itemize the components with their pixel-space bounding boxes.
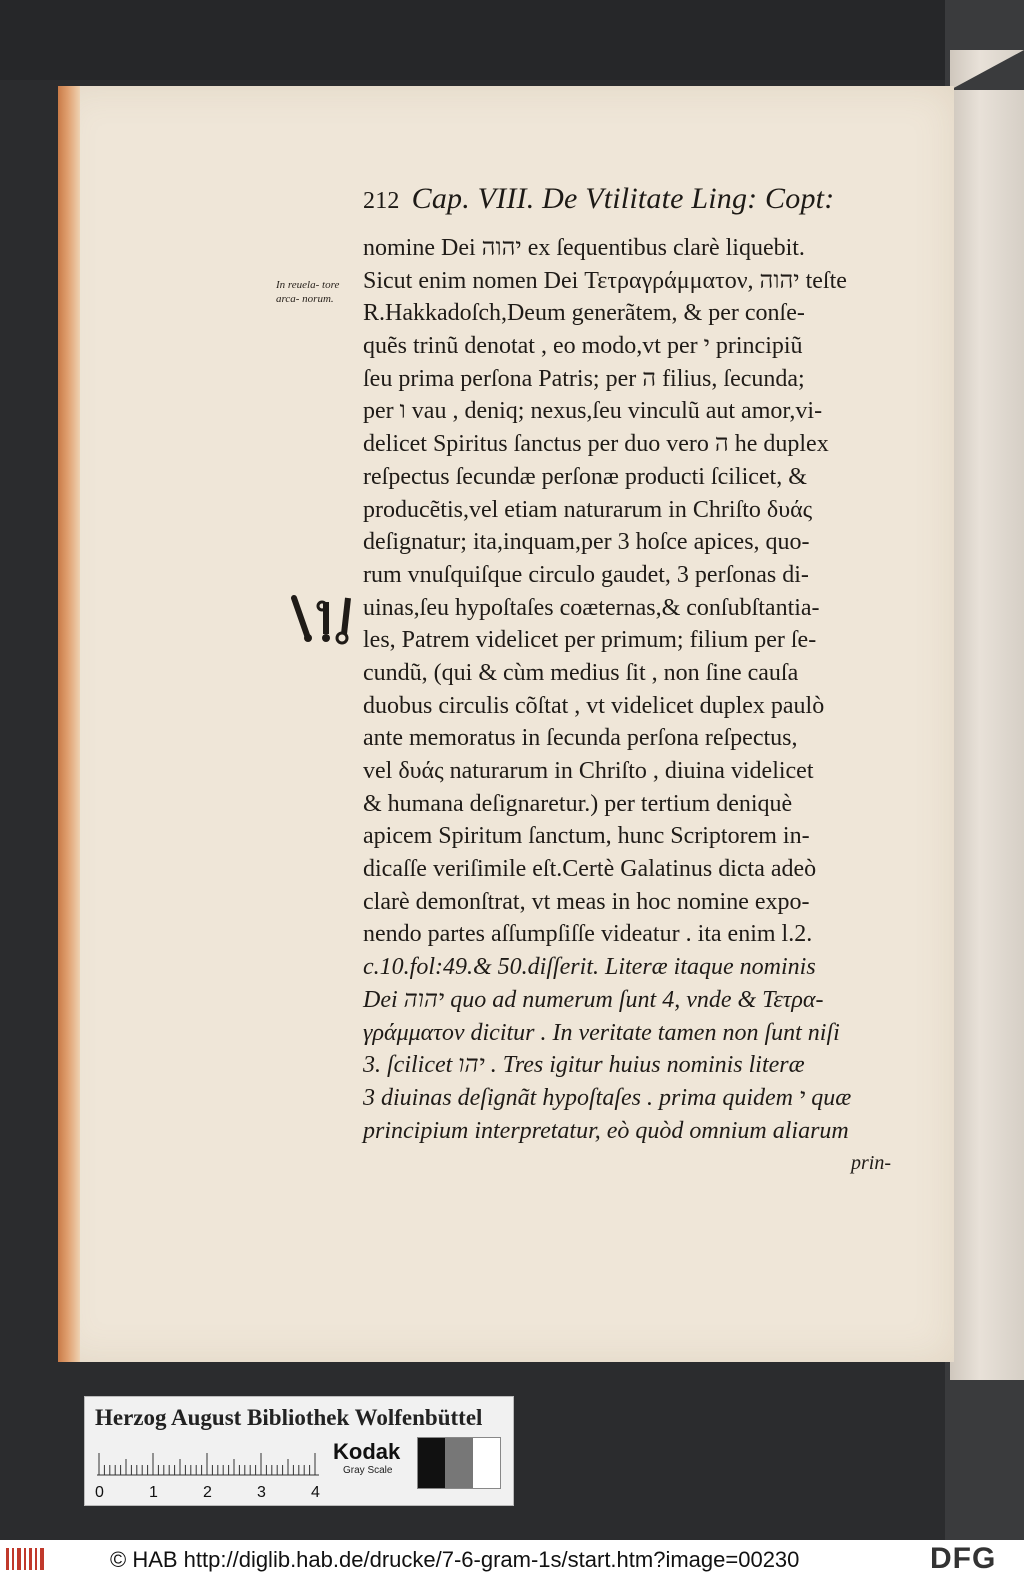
ruler-number: 0 [95,1484,104,1501]
gray-scale-label: Gray Scale [343,1465,393,1476]
text-line: producẽtis,vel etiam naturarum in Chriſto δυάς [363,496,813,523]
ruler-number: 3 [257,1484,266,1501]
swatch-white [473,1438,500,1488]
text-line: 3 diuinas deſignãt hypoſtaſes . prima quidem י quæ [363,1084,852,1111]
text-line: principium interpretatur, eò quòd omnium aliarum [363,1117,849,1144]
text-line: ſeu prima perſona Patris; per ה filius, ſecunda; [363,365,805,392]
text-line: γράμματον dicitur . In veritate tamen non ſunt niſi [363,1019,840,1046]
catchword: prin- [851,1152,891,1175]
text-line: per ו vau , deniq; nexus,ſeu vinculũ aut amor,vi- [363,398,823,425]
footer-bar [0,1540,1024,1577]
scale-ruler [97,1441,319,1501]
scanner-backdrop [0,0,1024,80]
running-head [363,182,883,226]
text-line: uinas,ſeu hypoſtaſes coæternas,& conſubſtantia- [363,594,820,621]
text-line: duobus circulis cõſtat , vt videlicet duplex paulò [363,692,825,719]
text-line: deſignatur; ita,inquam,per 3 hoſce apices, quo- [363,529,810,556]
text-line: dicaſſe veriſimile eſt.Certè Galatinus dicta adeò [363,856,817,883]
ruler-number: 2 [203,1484,212,1501]
dfg-logo: DFG [930,1542,997,1575]
text-line: reſpectus ſecundæ perſonæ producti ſcilicet, & [363,463,807,490]
text-line: c.10.fol:49.& 50.diſſerit. Literæ itaque nominis [363,954,816,981]
ruler-number: 1 [149,1484,158,1501]
hebrew-apices-glyph [288,594,358,644]
text-line: 3. ſcilicet יהו . Tres igitur huius nominis literæ [363,1052,805,1079]
text-line: nomine Dei יהוה ex ſequentibus clarè liquebit. [363,235,805,261]
text-line: Dei יהוה quo ad numerum ſunt 4, vnde & Τετρα- [363,986,824,1013]
text-line: ante memoratus in ſecunda perſona reſpectus, [363,725,798,752]
text-line: les, Patrem videlicet per primum; filium per ſe- [363,627,817,654]
text-line: nendo partes aſſumpſiſſe videatur . ita enim l.2. [363,921,813,948]
text-line: Sicut enim nomen Dei Τετραγράμματον, יהוה teſte [363,267,847,294]
text-line: R.Hakkadoſch,Deum generãtem, & per conſe- [363,300,805,327]
color-reference-card [84,1396,514,1506]
margin-note: In reuela- tore arca- norum. [276,279,340,305]
page-fore-edge [58,86,80,1362]
kodak-logo: Kodak [333,1439,401,1464]
page-number: 212 [363,188,400,214]
body-text [363,232,891,1180]
source-url-link[interactable]: © HAB http://diglib.hab.de/drucke/7-6-gram-1s/start.htm?image=00230 [110,1547,800,1572]
text-line: quẽs trinũ denotat , eo modo,vt per י principiũ [363,333,803,360]
text-line: delicet Spiritus ſanctus per duo vero ה he duplex [363,431,829,458]
barcode-icon [6,1548,46,1570]
chapter-title: Cap. VIII. De Vtilitate Ling: Copt: [411,182,835,215]
text-line: apicem Spiritum ſanctum, hunc Scriptorem in- [363,823,810,850]
ruler-number: 4 [311,1484,320,1501]
library-name: Herzog August Bibliothek Wolfenbüttel [95,1405,483,1430]
text-line: cundũ, (qui & cùm medius ſit , non ſine cauſa [363,659,799,686]
text-line: rum vnuſquiſque circulo gaudet, 3 perſonas di- [363,561,809,588]
text-line: & humana deſignaretur.) per tertium deniquè [363,790,793,817]
gray-swatches [417,1437,501,1489]
facing-page-edge [950,50,1024,1380]
swatch-black [418,1438,445,1488]
text-line: vel δυάς naturarum in Chriſto , diuina videlicet [363,758,814,784]
swatch-gray [445,1438,472,1488]
text-line: clarè demonſtrat, vt meas in hoc nomine expo- [363,888,810,915]
